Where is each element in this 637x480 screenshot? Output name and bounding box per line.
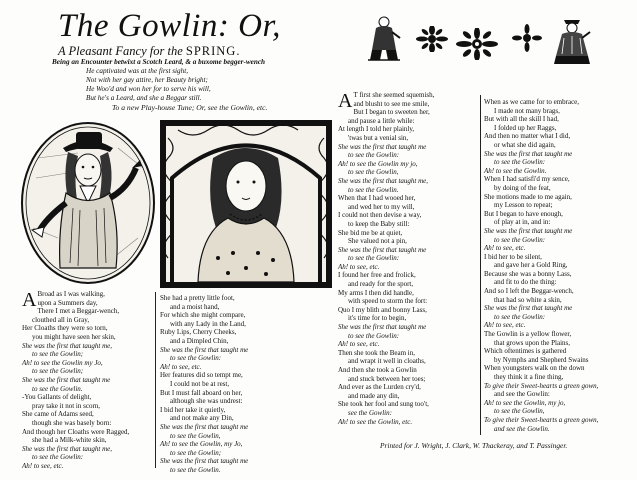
verse-line: She came of Adams seed, <box>22 410 94 419</box>
verse-line: She was the first that taught me <box>338 142 427 151</box>
verse-line: But I began to have enough, <box>484 209 563 218</box>
verse-line: But with all the skill I had, <box>484 115 559 124</box>
verse-line: She valued not a pin, <box>348 237 407 246</box>
verse-line: and pause a little while: <box>348 116 415 125</box>
verse-line: When I had satisfi'd my sence, <box>484 175 570 184</box>
verse-column-4 <box>484 98 634 433</box>
verse-line: to keep the Baby still: <box>348 219 410 228</box>
verse-line: and wed her to my will, <box>348 202 415 211</box>
verse-line: She was the first that taught me <box>338 323 427 332</box>
argument-line: He captivated was at the first sight, <box>86 66 189 75</box>
verse-line: 'twas but a venial sin, <box>348 133 409 142</box>
verse-line: to see the Gowlin, <box>494 407 545 416</box>
verse-line: Ah! to see the Gowlin, etc. <box>338 417 413 426</box>
verse-line: She was the first that taught me, <box>338 176 429 185</box>
verse-line: T first she seemed squemish, <box>353 91 435 99</box>
woodcut-flower-left-image <box>416 26 448 52</box>
verse-line: I folded up her Raggs, <box>494 123 557 132</box>
verse-line: Because she was a bonny Lass, <box>484 269 572 278</box>
woodcut-flower-right-image <box>512 24 542 52</box>
column-divider <box>155 292 156 468</box>
verse-line: that had so white a skin, <box>494 295 562 304</box>
verse-line: She was the first that taught me <box>338 245 427 254</box>
verse-line: and see the Gowlin. <box>494 424 550 433</box>
verse-line: Ah! to see, etc. <box>160 362 202 371</box>
verse-line: She was the first that taught me, <box>22 444 113 453</box>
verse-line: Ah! to see the Gowlin my Jo, <box>22 358 103 367</box>
verse-line: to see the Gowlin; <box>32 350 84 359</box>
verse-line: I found her free and frolick, <box>338 271 416 280</box>
verse-line: My arms I then did handle, <box>338 288 414 297</box>
verse-line: by doing of the feat, <box>494 183 551 192</box>
verse-line: Ah! to see the Gowlin, my jo, <box>484 398 566 407</box>
verse-line: She was the first that taught me <box>160 457 249 466</box>
verse-line: The Gowlin is a yellow flower, <box>484 330 572 339</box>
verse-line: Quo I my blith and bonny Lass, <box>338 305 427 314</box>
verse-line: and stuck between her toes; <box>348 374 426 383</box>
verse-line: She was the first that taught me <box>160 422 249 431</box>
verse-line: and wrapt it well in cloaths, <box>348 357 426 366</box>
verse-line: I made not many brags, <box>494 106 560 115</box>
verse-line: it's time for to begin, <box>348 314 407 323</box>
verse-column-2 <box>160 294 330 474</box>
verse-line: to see the Gowlin, <box>348 168 399 177</box>
verse-line: Ah! to see the Gowlin, my Jo, <box>160 440 243 449</box>
verse-line: with any Lady in the Land, <box>170 319 246 328</box>
verse-line: To give their Sweet-hearts a green gown, <box>484 415 599 424</box>
verse-line: with speed to storm the fort: <box>348 297 428 306</box>
verse-line: to see the Gowlin: <box>494 158 546 167</box>
argument-line: He Woo'd and won her for to serve his will, <box>86 84 211 93</box>
verse-line: to see the Gowlin: <box>170 354 222 363</box>
woodcut-figure-left-image <box>366 14 402 62</box>
verse-line: Ah! to see, etc. <box>22 461 64 470</box>
verse-line: Ah! to see, etc. <box>484 321 526 330</box>
verse-line: to see the Gowlin: <box>32 453 84 462</box>
ballad-subtitle <box>58 44 240 59</box>
verse-line: And ever as the Lurden cry'd, <box>338 383 421 392</box>
verse-line: When youngsters walk on the down <box>484 364 585 373</box>
verse-line: There I met a Beggar-wench, <box>37 307 120 316</box>
verse-line: and not make any Din, <box>170 414 234 423</box>
woodcut-flower-center-image <box>456 28 498 60</box>
verse-line: to see the Gowlin; <box>170 448 222 457</box>
verse-line: Ah! to see, etc. <box>338 262 380 271</box>
verse-line: For which she might compare, <box>160 311 246 320</box>
verse-line: Her features did so tempt me, <box>160 371 243 380</box>
verse-column-3 <box>338 91 480 426</box>
argument-line: Being an Encounter betwixt a Scotch Leard, & a buxome begger-wench <box>52 58 266 66</box>
verse-line: pray take it not in scorn, <box>32 401 101 410</box>
verse-line: that grows upon the Plains, <box>494 338 571 347</box>
verse-line: Then she took the Beam in, <box>338 348 415 357</box>
verse-line: To give their Sweet-hearts a green gown, <box>484 381 599 390</box>
woodcut-lady-image <box>158 118 334 290</box>
verse-line: She was the first that taught me <box>22 375 111 384</box>
verse-line: to see the Gowlin: <box>494 235 546 244</box>
woodcut-gentleman-image <box>18 118 158 288</box>
verse-line: and a moist hand, <box>170 302 220 311</box>
verse-line: She was the first that taught me <box>484 304 573 313</box>
drop-cap: A <box>338 90 353 112</box>
argument-line: Not with her gay attire, her Beauty bright; <box>86 75 208 84</box>
verse-line: and ready for the sport, <box>348 280 414 289</box>
verse-line: and a Dimpled Chin, <box>170 336 229 345</box>
verse-line: I could not be at rest, <box>170 379 230 388</box>
verse-line: She was the first that taught me <box>160 345 249 354</box>
ballad-title: The Gowlin: Or, <box>58 8 281 44</box>
verse-line: I bid her take it quietly, <box>160 405 226 414</box>
verse-line: She was the first that taught me <box>484 226 573 235</box>
verse-line: to see the Gowlin: <box>348 151 400 160</box>
verse-line: Ruby Lips, Cherry Cheeks, <box>160 328 237 337</box>
verse-line: to see the Gowlin. <box>32 384 83 393</box>
verse-line: Broad as I was walking, <box>37 290 105 298</box>
verse-line: to see the Gowlin, <box>170 431 221 440</box>
verse-line: and fit to do the thing: <box>494 278 557 287</box>
tune-line: To a new Play-house Tune; Or, see the Gowlin, etc. <box>112 103 268 112</box>
verse-line: my Lesson to repeat; <box>494 201 553 210</box>
verse-line: And then no matter what I did, <box>484 132 571 141</box>
verse-line: I could not then devise a way, <box>338 211 422 220</box>
verse-line: She was the first that taught me <box>484 149 573 158</box>
verse-line: Ah! to see the Gowlin my jo, <box>338 159 418 168</box>
column-divider <box>480 95 481 435</box>
verse-line: and gave her a Gold Ring, <box>494 261 568 270</box>
verse-line: Her Cloaths they were so torn, <box>22 324 108 333</box>
verse-line: She bid me be at quiet, <box>338 228 403 237</box>
ballad-argument <box>52 58 382 103</box>
verse-column-1 <box>22 290 152 470</box>
verse-line: you might have seen her skin, <box>32 332 116 341</box>
verse-line: She had a pretty little foot, <box>160 294 235 302</box>
verse-line: or what she did again, <box>494 140 556 149</box>
verse-line: to see the Gowlin: <box>348 331 400 340</box>
verse-line: Ah! to see, etc. <box>338 340 380 349</box>
verse-line: And then she took a Gowlin <box>338 366 417 374</box>
subtitle-season: SPRING. <box>185 44 241 58</box>
verse-line: they think it a fine thing, <box>494 373 564 381</box>
verse-line: and see the Gowlin: <box>494 390 550 399</box>
printer-imprint: Printed for J. Wright, J. Clark, W. Thackeray, and T. Passinger. <box>380 441 568 450</box>
drop-cap: A <box>22 289 37 311</box>
verse-line: And though her Cloaths were Ragged, <box>22 427 130 436</box>
verse-line: although she was undrest: <box>170 397 243 406</box>
verse-line: to see the Gowlin: <box>494 312 546 321</box>
verse-line: And so I left the Beggar-wench, <box>484 287 574 296</box>
verse-line: When that I had wooed her, <box>338 194 416 203</box>
verse-line: When as we came for to embrace, <box>484 98 580 106</box>
verse-line: I bid her to be silent, <box>484 252 542 261</box>
verse-line: She motions made to me again, <box>484 192 572 201</box>
verse-line: Ah! to see, etc. <box>484 244 526 253</box>
verse-line: she had a Milk-white skin, <box>32 436 107 445</box>
verse-line: to see the Gowlin. <box>170 465 221 474</box>
verse-line: clouthed all in Gray, <box>32 315 90 324</box>
woodcut-figure-right-image <box>552 16 592 66</box>
verse-line: to see the Gowlin: <box>348 254 400 263</box>
argument-line: But he's a Leard, and she a Beggar still. <box>86 93 202 102</box>
subtitle-text: A Pleasant Fancy for the <box>58 44 183 58</box>
verse-line: to see the Gowlin. <box>348 185 399 194</box>
verse-line: But I began to sweeten her, <box>353 108 430 117</box>
verse-line: to see the Gowlin; <box>32 367 84 376</box>
verse-line: and blusht to see me smile, <box>353 99 430 108</box>
verse-line: Ah! to see the Gowlin. <box>484 166 547 175</box>
verse-line: of play at in, and in: <box>494 218 551 227</box>
verse-line: though she was basely born: <box>32 418 112 427</box>
verse-line: She took her fool and sung too't, <box>338 400 429 409</box>
verse-line: by Nymphs and Shepherd Swains <box>494 355 589 364</box>
verse-line: -You Gallants of delight, <box>22 393 92 402</box>
verse-line: But I must fall aboard on her, <box>160 388 243 397</box>
verse-line: see the Gowlin: <box>348 408 392 417</box>
verse-line: At length I told her plainly, <box>338 125 415 134</box>
verse-line: upon a Summers day, <box>37 298 98 307</box>
verse-line: She was the first that taught me, <box>22 341 113 350</box>
verse-line: and made any din, <box>348 391 400 400</box>
verse-line: Which oftentimes is gathered <box>484 347 567 356</box>
